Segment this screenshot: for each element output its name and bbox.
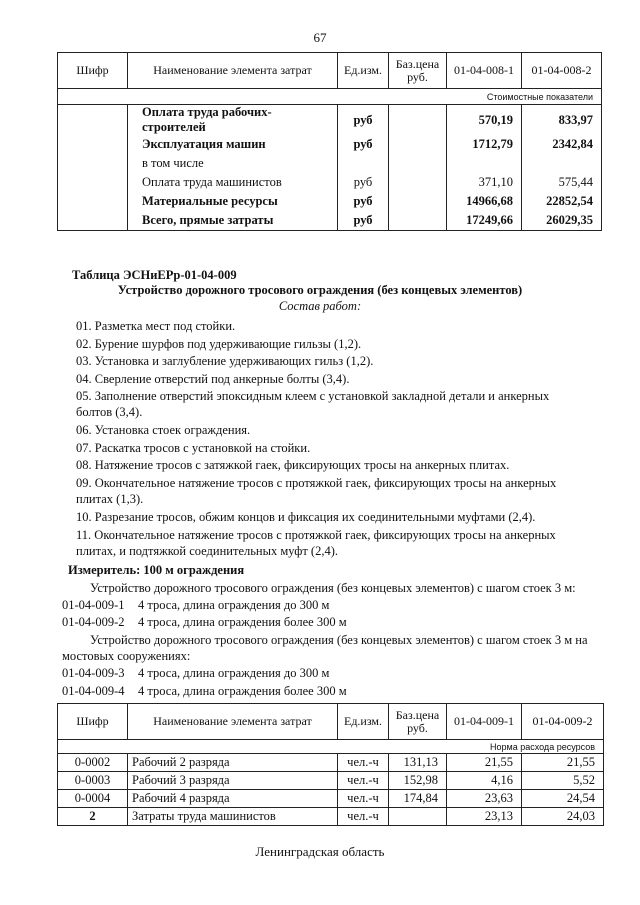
work-item: 07. Раскатка тросов с установкой на стойки.	[76, 441, 311, 455]
resource-table-009	[57, 703, 604, 826]
work-item: 08. Натяжение тросов с затяжкой гаек, фиксирующих тросы на анкерных плитах.	[76, 458, 510, 472]
row-value-1: 17249,66	[447, 211, 522, 231]
row-name: Рабочий 2 разряда	[128, 754, 338, 772]
row-value-1: 4,16	[447, 772, 522, 790]
row-unit: чел.-ч	[338, 790, 389, 808]
table-row	[58, 808, 604, 826]
row-base	[389, 211, 447, 231]
row-code: 0-0004	[58, 790, 128, 808]
work-item: 11. Окончательное натяжение тросов с протяжкой гаек, фиксирующих тросы на анкерных плитах, и подтяжкой соединительных муфт (2,4).	[76, 528, 556, 558]
row-value-1: 570,19	[447, 105, 522, 136]
col-header-base-price: Баз.цена руб.	[389, 704, 447, 740]
row-value-2: 21,55	[522, 754, 604, 772]
row-value-1: 21,55	[447, 754, 522, 772]
row-name: Затраты труда машинистов	[128, 808, 338, 826]
col-header-unit: Ед.изм.	[338, 704, 389, 740]
table-row	[58, 192, 602, 211]
table-row	[58, 790, 604, 808]
col-header-code: Шифр	[58, 53, 128, 89]
row-value-2: 22852,54	[522, 192, 602, 211]
col-header-unit: Ед.изм.	[338, 53, 389, 89]
work-item: 05. Заполнение отверстий эпоксидным клеем с установкой закладной детали и анкерных болтов (3,4).	[76, 389, 550, 419]
row-value-2: 5,52	[522, 772, 604, 790]
row-unit: чел.-ч	[338, 754, 389, 772]
row-unit: руб	[338, 105, 389, 136]
code-text: 4 троса, длина ограждения до 300 м	[138, 598, 330, 612]
row-value-2: 575,44	[522, 173, 602, 192]
row-base	[389, 173, 447, 192]
row-value-1: 23,63	[447, 790, 522, 808]
row-value-1: 371,10	[447, 173, 522, 192]
work-item: 02. Бурение шурфов под удерживающие гильзы (1,2).	[76, 337, 362, 351]
col-header-rate-2: 01-04-008-2	[522, 53, 602, 89]
row-value-1	[447, 154, 522, 173]
row-name: Материальные ресурсы	[128, 192, 338, 211]
row-unit: руб	[338, 192, 389, 211]
row-base	[389, 192, 447, 211]
row-base: 152,98	[389, 772, 447, 790]
work-item: 06. Установка стоек ограждения.	[76, 423, 251, 437]
code-line	[62, 598, 329, 613]
table-row	[58, 772, 604, 790]
col-header-rate-2: 01-04-009-2	[522, 704, 604, 740]
code-line	[62, 615, 347, 630]
row-unit: руб	[338, 173, 389, 192]
row-name: Оплата труда машинистов	[128, 173, 338, 192]
row-unit: чел.-ч	[338, 808, 389, 826]
row-base	[389, 808, 447, 826]
col-header-name: Наименование элемента затрат	[128, 704, 338, 740]
row-code: 0-0003	[58, 772, 128, 790]
row-name: Рабочий 4 разряда	[128, 790, 338, 808]
code: 01-04-009-3	[62, 666, 125, 680]
code: 01-04-009-1	[62, 598, 125, 612]
page-number: 67	[313, 30, 327, 45]
composition-label: Состав работ:	[278, 299, 362, 313]
row-value-1: 14966,68	[447, 192, 522, 211]
row-base: 131,13	[389, 754, 447, 772]
table-row	[58, 754, 604, 772]
row-base	[389, 105, 447, 136]
row-code: 2	[58, 808, 128, 826]
table-row	[58, 211, 602, 231]
col-header-code: Шифр	[58, 704, 128, 740]
table-subtitle: Устройство дорожного тросового ограждения (без концевых элементов)	[117, 283, 523, 297]
row-name: в том числе	[128, 154, 338, 173]
row-unit: руб	[338, 211, 389, 231]
col-header-name: Наименование элемента затрат	[128, 53, 338, 89]
table-subheader: Норма расхода ресурсов	[58, 740, 604, 754]
row-code: 0-0002	[58, 754, 128, 772]
row-unit: руб	[338, 135, 389, 154]
row-base	[389, 135, 447, 154]
row-value-2: 24,03	[522, 808, 604, 826]
table-row	[58, 154, 602, 173]
row-value-2: 26029,35	[522, 211, 602, 231]
table-row	[58, 105, 602, 136]
row-base	[389, 154, 447, 173]
code-line	[62, 684, 347, 699]
row-value-2: 833,97	[522, 105, 602, 136]
col-header-rate-1: 01-04-008-1	[447, 53, 522, 89]
table-header-row	[58, 704, 604, 740]
code: 01-04-009-4	[62, 684, 125, 698]
code-text: 4 троса, длина ограждения более 300 м	[138, 684, 347, 698]
row-name: Рабочий 3 разряда	[128, 772, 338, 790]
code-text: 4 троса, длина ограждения более 300 м	[138, 615, 347, 629]
row-unit: чел.-ч	[338, 772, 389, 790]
table-title: Таблица ЭСНиЕРр-01-04-009	[72, 268, 237, 282]
row-value-1: 23,13	[447, 808, 522, 826]
row-name: Оплата труда рабочих-строителей	[128, 105, 338, 136]
work-item: 10. Разрезание тросов, обжим концов и фиксация их соединительными муфтами (2,4).	[76, 510, 536, 524]
col-header-base-price: Баз.цена руб.	[389, 53, 447, 89]
table-header-row	[58, 53, 602, 89]
code-text: 4 троса, длина ограждения до 300 м	[138, 666, 330, 680]
table-row	[58, 135, 602, 154]
col-header-rate-1: 01-04-009-1	[447, 704, 522, 740]
description-paragraph: Устройство дорожного тросового ограждения (без концевых элементов) с шагом стоек 3 м:	[90, 581, 576, 595]
table-row	[58, 173, 602, 192]
work-item: 04. Сверление отверстий под анкерные болты (3,4).	[76, 372, 350, 386]
row-name: Всего, прямые затраты	[128, 211, 338, 231]
cost-table-008	[57, 52, 602, 231]
work-item: 09. Окончательное натяжение тросов с протяжкой гаек, фиксирующих тросы на анкерных плитах (1,3).	[76, 476, 557, 506]
description-paragraph: Устройство дорожного тросового ограждения (без концевых элементов) с шагом стоек 3 м на мостовых сооружениях:	[62, 633, 588, 663]
code: 01-04-009-2	[62, 615, 125, 629]
work-item: 01. Разметка мест под стойки.	[76, 319, 236, 333]
row-value-2: 24,54	[522, 790, 604, 808]
work-item: 03. Установка и заглубление удерживающих гильз (1,2).	[76, 354, 374, 368]
row-value-1: 1712,79	[447, 135, 522, 154]
row-value-2	[522, 154, 602, 173]
row-base: 174,84	[389, 790, 447, 808]
table-subheader: Стоимостные показатели	[58, 89, 602, 105]
row-unit	[338, 154, 389, 173]
row-value-2: 2342,84	[522, 135, 602, 154]
page-footer: Ленинградская область	[255, 844, 385, 859]
measure-unit: Измеритель: 100 м ограждения	[68, 563, 245, 577]
code-line	[62, 666, 329, 681]
row-name: Эксплуатация машин	[128, 135, 338, 154]
